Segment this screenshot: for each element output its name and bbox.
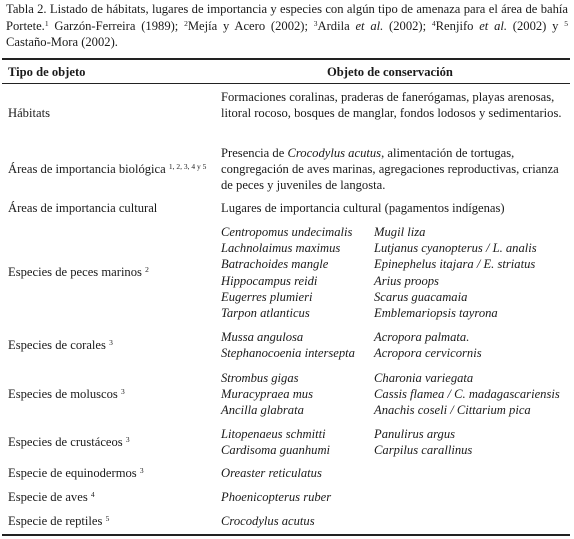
row-label: Especies de moluscos $^3$ bbox=[8, 387, 125, 401]
species-item: Panulirus argus bbox=[374, 427, 456, 441]
species-item: Oreaster reticulatus bbox=[221, 466, 322, 480]
species-item: Mugil liza bbox=[374, 225, 426, 239]
row-label: Áreas de importancia biológica $^{1, 2, 3, 4 y 5}$ bbox=[8, 162, 207, 176]
species-list-right bbox=[374, 426, 570, 458]
row-label: Áreas de importancia cultural bbox=[8, 201, 158, 215]
species-list-left bbox=[221, 426, 376, 458]
header-objeto-de-conservacion: Objeto de conservación bbox=[327, 65, 453, 79]
species-item: Lachnolaimus maximus bbox=[221, 241, 341, 256]
species-item: Hippocampus reidi bbox=[221, 273, 318, 288]
species-item: Cardisoma guanhumi bbox=[221, 443, 331, 458]
species-item: Cassis flamea / C. madagascariensis bbox=[374, 387, 560, 402]
row-description: Formaciones coralinas, praderas de fanerógamas, playas arenosas, litoral rocoso, bosques de manglar, fondos lodosos y sedimentarios. bbox=[221, 90, 562, 120]
header-rule bbox=[2, 83, 570, 84]
species-item: Lutjanus cyanopterus / L. analis bbox=[374, 241, 537, 256]
species-list-right bbox=[374, 329, 570, 361]
species-item: Mussa angulosa bbox=[221, 330, 304, 344]
species-list-left bbox=[221, 224, 376, 321]
species-item: Arius proops bbox=[374, 273, 439, 288]
row-label: Especie de reptiles $^5$ bbox=[8, 514, 110, 528]
row-description: Presencia de Crocodylus acutus, alimentación de tortugas, congregación de aves marinas, agregaciones reproductivas, crianza de peces y juveniles de langosta. bbox=[221, 146, 559, 192]
row-label: Hábitats bbox=[8, 106, 50, 120]
table-caption: Tabla 2. Listado de hábitats, lugares de importancia y especies con algún tipo de amenaza para el área de bahía Portete.$^1$ Garzón-Ferreira (1989); $^2$Mejía y Acero (2002); $^3$Ardila et al. (2002); $^4$Renjifo et al. (2002) y $^5$ Castaño-Mora (2002). bbox=[6, 2, 568, 49]
species-item: Scarus guacamaia bbox=[374, 289, 468, 304]
row-label: Especies de crustáceos $^3$ bbox=[8, 435, 130, 449]
species-list-right bbox=[374, 370, 570, 419]
species-item: Muracypraea mus bbox=[221, 387, 313, 402]
species-item: Phoenicopterus ruber bbox=[221, 490, 332, 504]
species-item: Eugerres plumieri bbox=[221, 289, 313, 304]
species-item: Acropora cervicornis bbox=[374, 346, 482, 361]
row-label: Especie de equinodermos $^3$ bbox=[8, 466, 144, 480]
species-list-left bbox=[221, 329, 376, 361]
row-label: Especies de corales $^3$ bbox=[8, 338, 113, 352]
row-label: Especies de peces marinos $^2$ bbox=[8, 265, 149, 279]
table-bottom-rule bbox=[2, 534, 570, 536]
species-item: Carpilus carallinus bbox=[374, 443, 473, 458]
species-list-right bbox=[374, 224, 570, 321]
species-item: Ancilla glabrata bbox=[221, 403, 304, 418]
species-item: Epinephelus itajara / E. striatus bbox=[374, 257, 536, 272]
species-item: Emblemariopsis tayrona bbox=[374, 305, 498, 320]
species-item: Centropomus undecimalis bbox=[221, 225, 353, 239]
row-description: Lugares de importancia cultural (pagamentos indígenas) bbox=[221, 201, 505, 215]
species-item: Acropora palmata. bbox=[374, 330, 470, 344]
species-item: Anachis coseli / Cittarium pica bbox=[374, 403, 531, 418]
species-item: Strombus gigas bbox=[221, 371, 299, 385]
species-item: Crocodylus acutus bbox=[221, 514, 315, 528]
species-item: Stephanocoenia intersepta bbox=[221, 346, 355, 361]
species-item: Tarpon atlanticus bbox=[221, 305, 310, 320]
species-item: Litopenaeus schmitti bbox=[221, 427, 326, 441]
species-item: Charonia variegata bbox=[374, 371, 474, 385]
row-label: Especie de aves $^4$ bbox=[8, 490, 95, 504]
species-item: Batrachoides mangle bbox=[221, 257, 329, 272]
header-tipo-de-objeto: Tipo de objeto bbox=[8, 65, 86, 79]
table-top-rule bbox=[2, 58, 570, 60]
species-list-left bbox=[221, 370, 376, 419]
